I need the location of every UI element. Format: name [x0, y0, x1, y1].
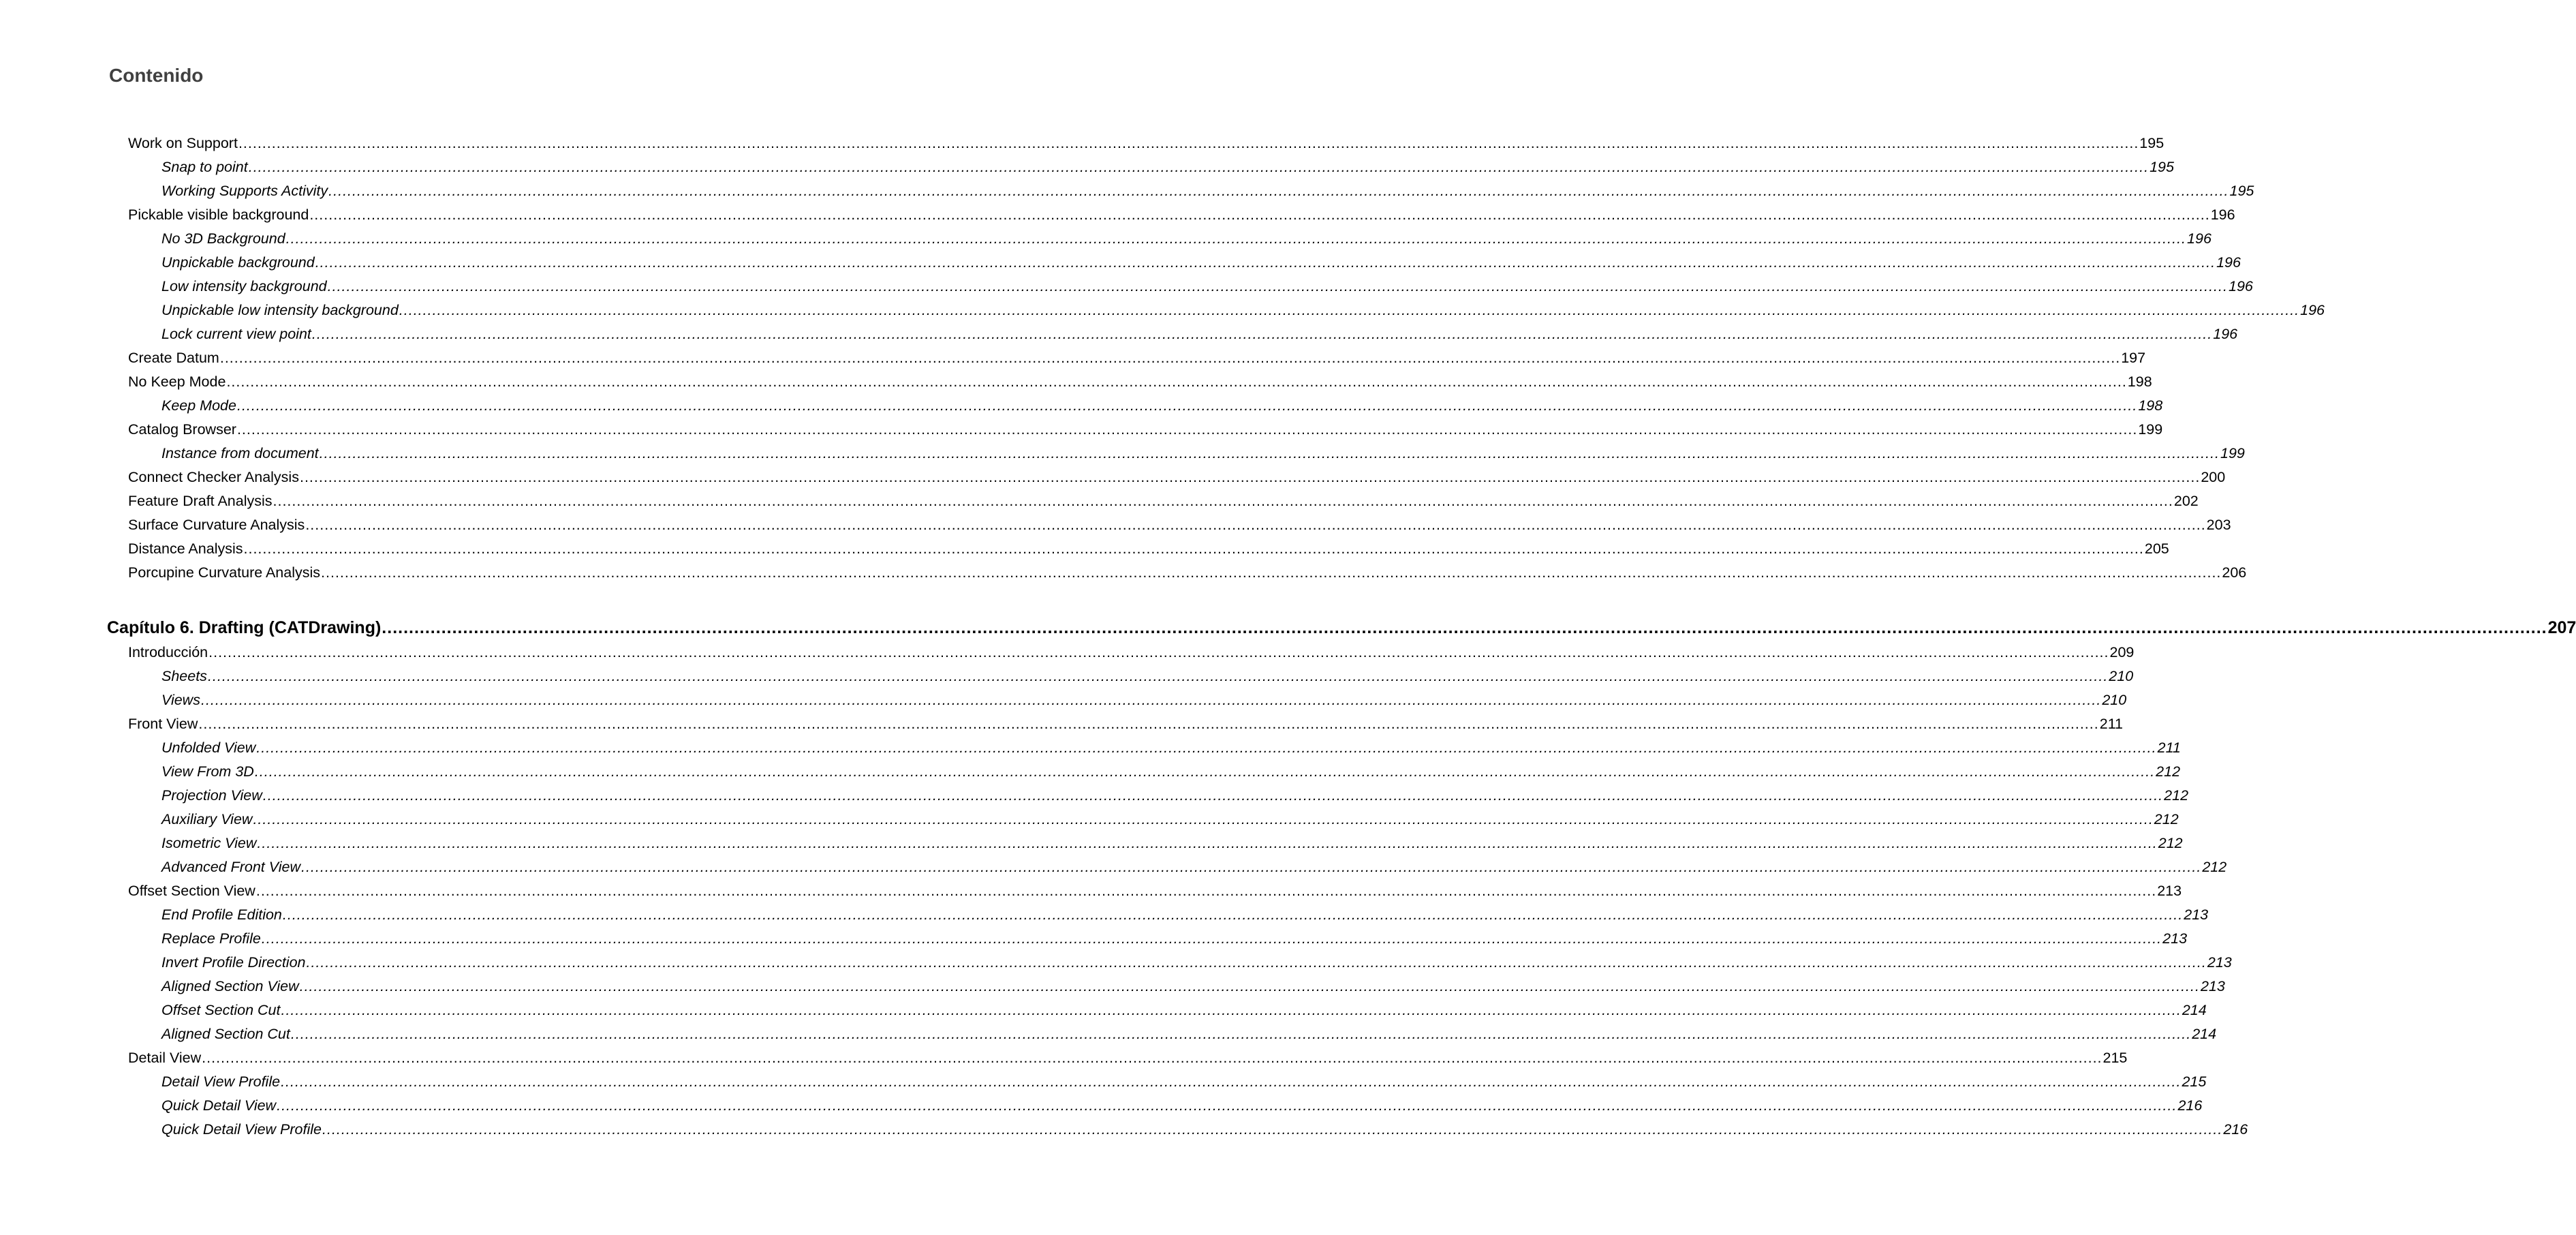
toc-entry-page: 213 — [2200, 978, 2225, 994]
toc-entry-page: 203 — [2206, 517, 2231, 533]
toc-leader-dots: ................................................................................................................................................................................................................................................................................................................................................................................................................ — [243, 540, 2144, 557]
toc-leader-dots: ................................................................................................................................................................................................................................................................................................................................................................................................................ — [236, 397, 2138, 414]
toc-leader-dots: ................................................................................................................................................................................................................................................................................................................................................................................................................ — [299, 469, 2201, 485]
toc-leader-dots: ................................................................................................................................................................................................................................................................................................................................................................................................................ — [399, 302, 2300, 318]
toc-entry-page: 205 — [2144, 540, 2169, 557]
toc-leader-dots: ................................................................................................................................................................................................................................................................................................................................................................................................................ — [277, 1097, 2177, 1114]
toc-leader-dots: ................................................................................................................................................................................................................................................................................................................................................................................................................ — [207, 668, 2109, 684]
toc-entry-title: Distance Analysis — [128, 540, 243, 557]
toc-entry[interactable] — [161, 251, 2241, 274]
toc-entry-title: Quick Detail View Profile — [161, 1121, 322, 1138]
toc-leader-dots: ................................................................................................................................................................................................................................................................................................................................................................................................................ — [254, 763, 2156, 780]
toc-entry-title: Surface Curvature Analysis — [128, 517, 305, 533]
toc-leader-dots: ................................................................................................................................................................................................................................................................................................................................................................................................................ — [198, 716, 2099, 732]
toc-entry-page: 196 — [2216, 254, 2241, 271]
toc-leader-dots: ................................................................................................................................................................................................................................................................................................................................................................................................................ — [309, 207, 2210, 223]
toc-entry-page: 199 — [2220, 445, 2245, 461]
toc-entry-title: Offset Section Cut — [161, 1002, 281, 1018]
toc-entry-title: Catalog Browser — [128, 421, 236, 438]
toc-leader-dots: ................................................................................................................................................................................................................................................................................................................................................................................................................ — [281, 1073, 2182, 1090]
toc-leader-dots: ................................................................................................................................................................................................................................................................................................................................................................................................................ — [321, 564, 2222, 581]
toc-entry-title: Quick Detail View — [161, 1097, 277, 1114]
toc-entry-page: 199 — [2138, 421, 2163, 438]
toc-entry[interactable] — [161, 951, 2232, 974]
toc-entry-title: No Keep Mode — [128, 373, 226, 390]
toc-entry-title: No 3D Background — [161, 230, 285, 247]
toc-entry-page: 196 — [2210, 207, 2235, 223]
toc-entry-title: Aligned Section Cut — [161, 1026, 290, 1042]
toc-entry[interactable] — [161, 832, 2183, 855]
toc-entry-page: 207 — [2547, 618, 2576, 637]
toc-entry[interactable] — [161, 322, 2238, 346]
toc-entry-title: Front View — [128, 716, 198, 732]
toc-entry-title: Low intensity background — [161, 278, 327, 294]
toc-entry-page: 216 — [2177, 1097, 2203, 1114]
toc-entry-title: Projection View — [161, 787, 262, 804]
toc-entry-page: 206 — [2222, 564, 2247, 581]
toc-entry[interactable] — [161, 784, 2189, 807]
toc-entry[interactable] — [161, 688, 2127, 712]
toc-entry[interactable] — [161, 665, 2134, 688]
toc-leader-dots: ................................................................................................................................................................................................................................................................................................................................................................................................................ — [200, 692, 2102, 708]
toc-entry-title: Capítulo 6. Drafting (CATDrawing) — [107, 618, 382, 637]
toc-chapter-entry[interactable] — [107, 616, 2576, 639]
toc-entry-page: 209 — [2109, 644, 2135, 660]
toc-entry[interactable] — [161, 903, 2209, 926]
toc-entry-page: 213 — [2207, 954, 2232, 971]
toc-entry-page: 212 — [2164, 787, 2189, 804]
toc-entry-title: Working Supports Activity — [161, 183, 328, 199]
toc-entry[interactable] — [161, 855, 2227, 879]
toc-leader-dots: ................................................................................................................................................................................................................................................................................................................................................................................................................ — [255, 883, 2157, 899]
toc-leader-dots: ................................................................................................................................................................................................................................................................................................................................................................................................................ — [248, 159, 2150, 175]
toc-leader-dots: ................................................................................................................................................................................................................................................................................................................................................................................................................ — [257, 835, 2158, 851]
toc-entry[interactable] — [128, 132, 2164, 155]
toc-entry-title: Sheets — [161, 668, 207, 684]
toc-entry-page: 212 — [2158, 835, 2183, 851]
toc-entry-page: 213 — [2162, 930, 2188, 947]
toc-entry-page: 212 — [2156, 763, 2181, 780]
toc-leader-dots: ................................................................................................................................................................................................................................................................................................................................................................................................................ — [238, 135, 2139, 151]
toc-entry-title: Create Datum — [128, 350, 219, 366]
toc-entry-page: 196 — [2187, 230, 2212, 247]
toc-leader-dots: ................................................................................................................................................................................................................................................................................................................................................................................................................ — [256, 740, 2157, 756]
toc-entry-page: 202 — [2173, 493, 2199, 509]
toc-entry-page: 196 — [2213, 326, 2238, 342]
toc-entry-page: 197 — [2121, 350, 2146, 366]
toc-entry[interactable] — [128, 346, 2146, 369]
toc-entry-page: 196 — [2300, 302, 2325, 318]
page-title: Contenido — [109, 65, 204, 86]
toc-leader-dots: ................................................................................................................................................................................................................................................................................................................................................................................................................ — [382, 618, 2547, 637]
toc-entry-title: Isometric View — [161, 835, 257, 851]
toc-entry[interactable] — [128, 489, 2199, 513]
toc-entry[interactable] — [128, 561, 2247, 584]
toc-entry[interactable] — [161, 998, 2207, 1022]
toc-entry-title: End Profile Edition — [161, 906, 282, 923]
toc-entry-page: 212 — [2202, 859, 2227, 875]
toc-entry-title: Introducción — [128, 644, 208, 660]
toc-entry[interactable] — [128, 537, 2169, 560]
toc-entry[interactable] — [128, 203, 2235, 226]
toc-leader-dots: ................................................................................................................................................................................................................................................................................................................................................................................................................ — [306, 954, 2207, 971]
toc-entry-page: 213 — [2157, 883, 2182, 899]
toc-entry-page: 216 — [2223, 1121, 2248, 1138]
toc-entry-title: Work on Support — [128, 135, 238, 151]
toc-entry-title: Unpickable background — [161, 254, 315, 271]
toc-entry-title: Auxiliary View — [161, 811, 253, 827]
toc-entry-page: 212 — [2154, 811, 2179, 827]
toc-entry-title: Unpickable low intensity background — [161, 302, 399, 318]
toc-entry-title: Feature Draft Analysis — [128, 493, 273, 509]
toc-entry-title: Unfolded View — [161, 740, 256, 756]
toc-leader-dots: ................................................................................................................................................................................................................................................................................................................................................................................................................ — [219, 350, 2121, 366]
toc-entry[interactable] — [161, 1070, 2207, 1093]
toc-leader-dots: ................................................................................................................................................................................................................................................................................................................................................................................................................ — [208, 644, 2109, 660]
toc-leader-dots: ................................................................................................................................................................................................................................................................................................................................................................................................................ — [253, 811, 2154, 827]
toc-entry[interactable] — [161, 394, 2163, 417]
toc-entry[interactable] — [161, 179, 2254, 202]
toc-leader-dots: ................................................................................................................................................................................................................................................................................................................................................................................................................ — [236, 421, 2138, 438]
toc-leader-dots: ................................................................................................................................................................................................................................................................................................................................................................................................................ — [261, 930, 2162, 947]
toc-entry-title: Invert Profile Direction — [161, 954, 306, 971]
toc-entry[interactable] — [161, 975, 2225, 998]
toc-leader-dots: ................................................................................................................................................................................................................................................................................................................................................................................................................ — [262, 787, 2164, 804]
toc-entry-page: 215 — [2102, 1050, 2128, 1066]
toc-entry[interactable] — [161, 808, 2179, 831]
toc-entry-page: 195 — [2139, 135, 2164, 151]
toc-leader-dots: ................................................................................................................................................................................................................................................................................................................................................................................................................ — [328, 183, 2229, 199]
toc-entry-title: Snap to point — [161, 159, 248, 175]
toc-entry[interactable] — [161, 736, 2181, 759]
toc-leader-dots: ................................................................................................................................................................................................................................................................................................................................................................................................................ — [281, 1002, 2182, 1018]
toc-entry[interactable] — [128, 513, 2231, 536]
toc-entry[interactable] — [161, 442, 2245, 465]
toc-entry-page: 210 — [2102, 692, 2127, 708]
toc-entry-page: 198 — [2127, 373, 2152, 390]
toc-entry-page: 195 — [2229, 183, 2254, 199]
toc-entry-title: Pickable visible background — [128, 207, 309, 223]
toc-leader-dots: ................................................................................................................................................................................................................................................................................................................................................................................................................ — [282, 906, 2184, 923]
toc-entry-page: 214 — [2192, 1026, 2217, 1042]
toc-entry-page: 196 — [2228, 278, 2253, 294]
toc-entry[interactable] — [128, 1046, 2128, 1069]
toc-entry-page: 195 — [2150, 159, 2174, 175]
toc-entry[interactable] — [128, 418, 2163, 441]
toc-leader-dots: ................................................................................................................................................................................................................................................................................................................................................................................................................ — [311, 326, 2213, 342]
toc-leader-dots: ................................................................................................................................................................................................................................................................................................................................................................................................................ — [327, 278, 2228, 294]
toc-leader-dots: ................................................................................................................................................................................................................................................................................................................................................................................................................ — [319, 445, 2220, 461]
toc-entry[interactable] — [161, 227, 2212, 250]
toc-entry-title: Detail View — [128, 1050, 202, 1066]
toc-entry[interactable] — [161, 927, 2188, 950]
toc-entry[interactable] — [128, 641, 2135, 664]
toc-entry-title: Aligned Section View — [161, 978, 299, 994]
toc-leader-dots: ................................................................................................................................................................................................................................................................................................................................................................................................................ — [300, 859, 2202, 875]
toc-entry[interactable] — [161, 760, 2181, 783]
toc-entry[interactable] — [128, 466, 2226, 489]
toc-leader-dots: ................................................................................................................................................................................................................................................................................................................................................................................................................ — [202, 1050, 2102, 1066]
toc-leader-dots: ................................................................................................................................................................................................................................................................................................................................................................................................................ — [299, 978, 2200, 994]
toc-leader-dots: ................................................................................................................................................................................................................................................................................................................................................................................................................ — [273, 493, 2173, 509]
toc-entry-page: 200 — [2201, 469, 2226, 485]
toc-entry[interactable] — [161, 155, 2174, 179]
toc-entry-title: Instance from document — [161, 445, 319, 461]
toc-entry[interactable] — [161, 1022, 2217, 1046]
toc-leader-dots: ................................................................................................................................................................................................................................................................................................................................................................................................................ — [290, 1026, 2192, 1042]
toc-entry-title: Offset Section View — [128, 883, 255, 899]
toc-entry-page: 198 — [2138, 397, 2163, 414]
toc-leader-dots: ................................................................................................................................................................................................................................................................................................................................................................................................................ — [285, 230, 2187, 247]
toc-entry-page: 214 — [2182, 1002, 2207, 1018]
toc-entry-title: Keep Mode — [161, 397, 236, 414]
toc-entry-page: 210 — [2109, 668, 2134, 684]
toc-entry-page: 213 — [2184, 906, 2209, 923]
toc-leader-dots: ................................................................................................................................................................................................................................................................................................................................................................................................................ — [322, 1121, 2223, 1138]
toc-entry-title: Detail View Profile — [161, 1073, 281, 1090]
toc-entry[interactable] — [128, 879, 2182, 902]
toc-entry[interactable] — [128, 712, 2124, 735]
toc-entry-title: View From 3D — [161, 763, 254, 780]
toc-entry[interactable] — [161, 1118, 2248, 1141]
toc-entry-title: Replace Profile — [161, 930, 261, 947]
toc-entry[interactable] — [128, 370, 2152, 393]
toc-entry-page: 215 — [2182, 1073, 2207, 1090]
toc-entry-page: 211 — [2157, 740, 2181, 756]
toc-entry-title: Connect Checker Analysis — [128, 469, 299, 485]
toc-leader-dots: ................................................................................................................................................................................................................................................................................................................................................................................................................ — [305, 517, 2206, 533]
toc-entry[interactable] — [161, 275, 2253, 298]
toc-entry[interactable] — [161, 299, 2325, 322]
toc-leader-dots: ................................................................................................................................................................................................................................................................................................................................................................................................................ — [315, 254, 2216, 271]
toc-entry-title: Advanced Front View — [161, 859, 300, 875]
toc-entry-title: Views — [161, 692, 200, 708]
toc-entry[interactable] — [161, 1094, 2203, 1117]
toc-entry-page: 211 — [2099, 716, 2124, 732]
toc-entry-title: Lock current view point — [161, 326, 311, 342]
toc-leader-dots: ................................................................................................................................................................................................................................................................................................................................................................................................................ — [226, 373, 2127, 390]
toc-entry-title: Porcupine Curvature Analysis — [128, 564, 321, 581]
